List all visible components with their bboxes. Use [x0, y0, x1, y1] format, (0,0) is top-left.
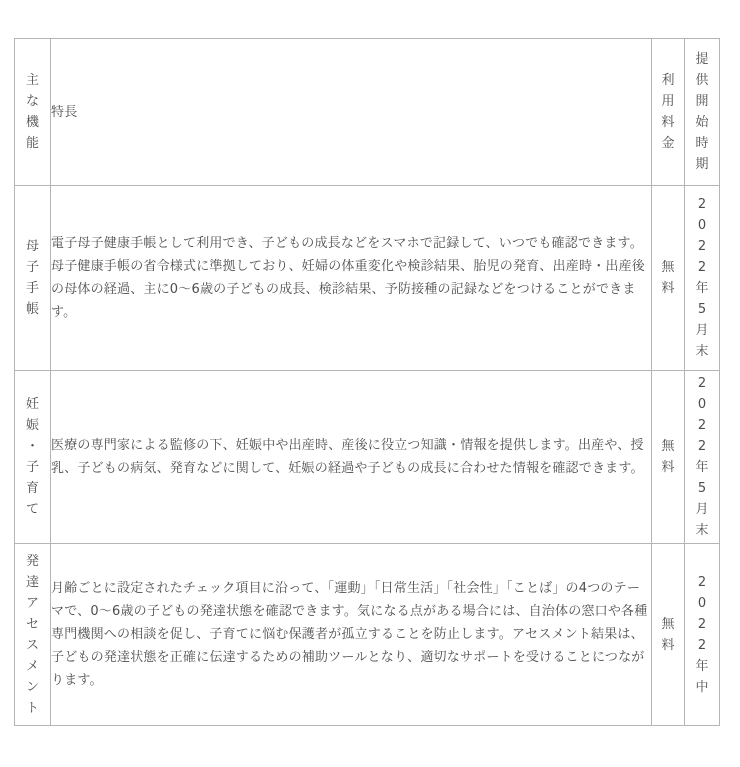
- app-features-table: [14, 38, 720, 726]
- header-cell-features: [51, 39, 652, 186]
- header-start-date-label: 提 供 開 始 時 期: [695, 52, 709, 172]
- fee-cell: [652, 186, 685, 371]
- features-cell: [51, 544, 652, 726]
- header-fee-label: 利 用 料 金: [661, 73, 675, 151]
- row-label-cell: [15, 544, 51, 726]
- features-text: 電子母子健康手帳として利用でき、子どもの成長などをスマホで記録して、いつでも確認できます。母子健康手帳の省令様式に準拠しており、妊婦の体重変化や検診結果、胎児の発育、出産時・出産後の母体の経過、主に0〜6歳の子どもの成長、検診結果、予防接種の記録などをつけることができます。: [51, 236, 646, 320]
- start-date-cell: [685, 544, 720, 726]
- features-text: 月齢ごとに設定されたチェック項目に沿って、「運動」「日常生活」「社会性」「ことば」の4つのテーマで、0〜6歳の子どもの発達状態を確認できます。気になる点がある場合には、自治体の窓口や各種専門機関への相談を促し、子育てに悩む保護者が孤立することを防止します。アセスメント結果は、子どもの発達状態を正確に伝達するための補助ツールとなり、適切なサポートを受けることにつながります。: [51, 581, 648, 688]
- header-cell-fee: [652, 39, 685, 186]
- row-function-label: 妊 娠 ・ 子 育 て: [25, 397, 39, 517]
- start-date-value: 2 0 2 2 年 5 月 末: [695, 376, 709, 538]
- header-cell-start-date: [685, 39, 720, 186]
- header-features-label: 特長: [51, 104, 78, 120]
- start-date-cell: [685, 186, 720, 371]
- fee-value: 無 料: [661, 616, 675, 653]
- start-date-value: 2 0 2 2 年 中: [695, 574, 709, 695]
- start-date-cell: [685, 371, 720, 544]
- row-function-label: 母 子 手 帳: [25, 239, 39, 317]
- fee-cell: [652, 544, 685, 726]
- features-cell: [51, 371, 652, 544]
- features-cell: [51, 186, 652, 371]
- table-row-boshi-techo: [15, 186, 720, 371]
- row-function-label: 発 達 ア セ ス メ ン ト: [25, 553, 39, 716]
- start-date-value: 2 0 2 2 年 5 月 末: [695, 197, 709, 359]
- header-main-function-label: 主 な 機 能: [25, 73, 39, 151]
- row-label-cell: [15, 371, 51, 544]
- table-header-row: [15, 39, 720, 186]
- fee-cell: [652, 371, 685, 544]
- row-label-cell: [15, 186, 51, 371]
- table-row-hattatsu-assessment: [15, 544, 720, 726]
- header-cell-main-function: [15, 39, 51, 186]
- fee-value: 無 料: [661, 439, 675, 475]
- table-row-ninshin-kosodate: [15, 371, 720, 544]
- fee-value: 無 料: [661, 260, 675, 296]
- features-text: 医療の専門家による監修の下、妊娠中や出産時、産後に役立つ知識・情報を提供します。出産や、授乳、子どもの病気、発育などに関して、妊娠の経過や子どもの成長に合わせた情報を確認できます。: [51, 438, 644, 476]
